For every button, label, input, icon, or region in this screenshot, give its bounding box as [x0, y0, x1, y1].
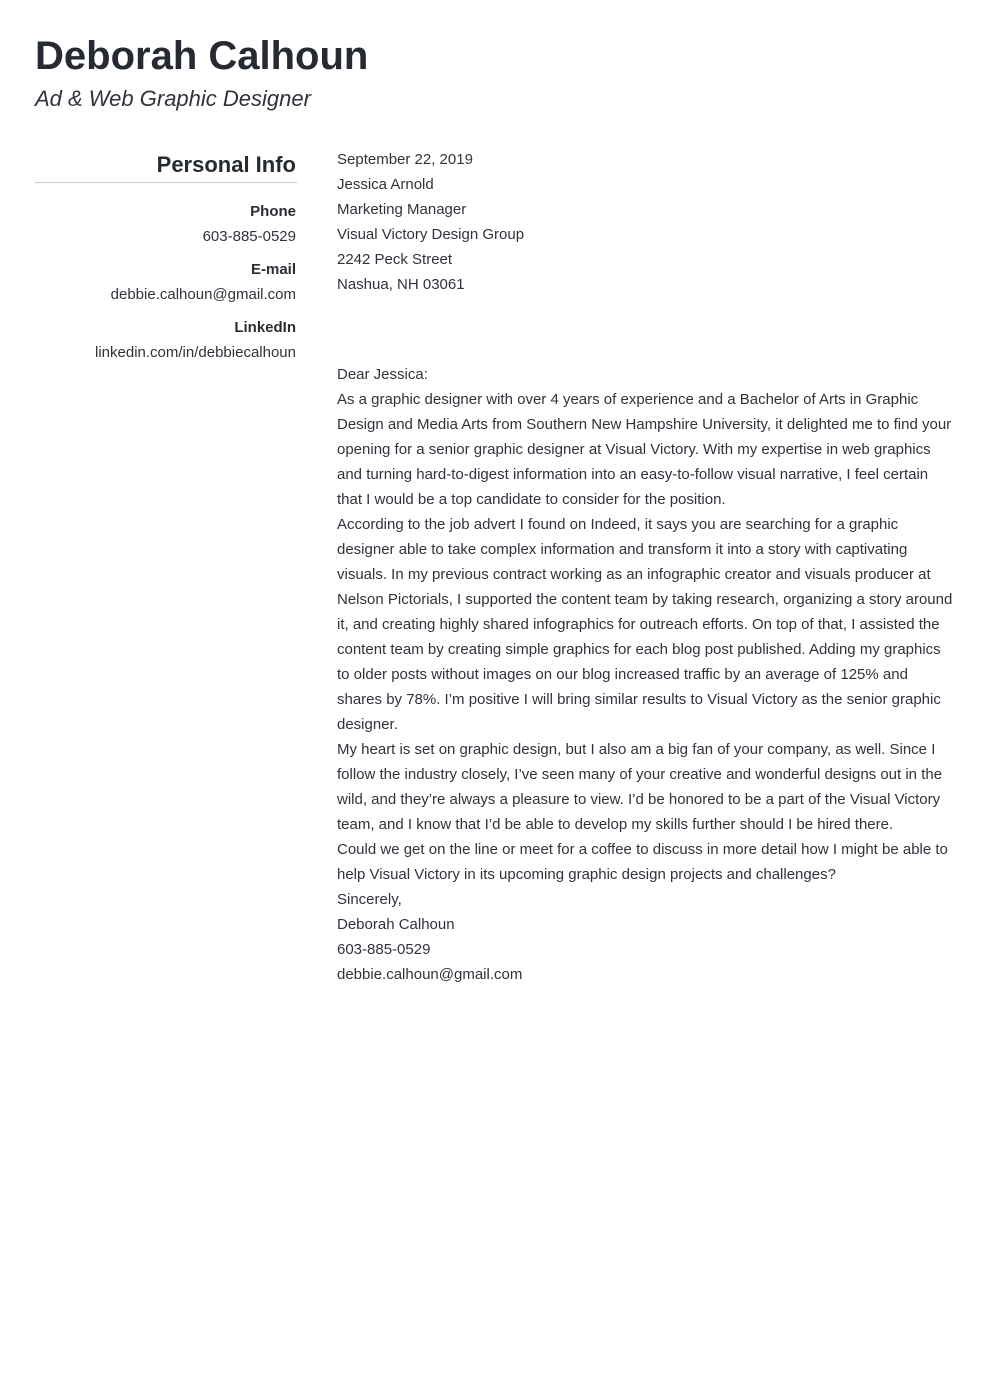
signature-phone: 603-885-0529 — [337, 941, 431, 958]
recipient-street: 2242 Peck Street — [337, 251, 453, 268]
letter-closing: Sincerely, — [337, 891, 402, 908]
phone-label: Phone — [250, 203, 296, 220]
recipient-city: Nashua, NH 03061 — [337, 276, 465, 293]
personal-info-list — [35, 201, 297, 364]
salutation: Dear Jessica: — [337, 366, 428, 383]
recipient-name: Jessica Arnold — [337, 176, 434, 193]
letter-paragraph-2: According to the job advert I found on Indeed, it says you are searching for a graphic designer able to take complex information and transform it into a story with captivating visuals. In my previous contract working as an infographic creator and visuals producer at Nelson Pictorials, I supported the content team by taking research, organizing a story around it, and creating highly shared infographics for outreach efforts. On top of that, I assisted the content team by creating simple graphics for each blog post published. Adding my graphics to older posts without images on our blog increased traffic by an average of 125% and shares by 78%. I’m positive I will bring similar results to Visual Victory as the senior graphic designer. — [337, 516, 953, 733]
email-label: E-mail — [250, 261, 296, 278]
personal-info-sidebar — [35, 148, 297, 375]
letter-paragraph-3: My heart is set on graphic design, but I also am a big fan of your company, as well. Since I follow the industry closely, I’ve seen many of your creative and wonderful designs out in the wild, and they’re always a pleasure to view. I’d be honored to be a part of the Visual Victory team, and I know that I’d be able to develop my skills further should I be hired there. — [337, 741, 943, 833]
linkedin-value: linkedin.com/in/debbiecalhoun — [95, 344, 296, 361]
letter-date: September 22, 2019 — [337, 151, 473, 168]
phone-value: 603-885-0529 — [202, 228, 296, 245]
recipient-title: Marketing Manager — [337, 201, 467, 218]
letter-paragraph-4: Could we get on the line or meet for a coffee to discuss in more detail how I might be able to help Visual Victory in its upcoming graphic design projects and challenges? — [337, 841, 948, 883]
recipient-company: Visual Victory Design Group — [337, 226, 525, 243]
applicant-job-title: Ad & Web Graphic Designer — [35, 86, 311, 111]
applicant-name: Deborah Calhoun — [35, 34, 369, 78]
linkedin-label: LinkedIn — [234, 319, 296, 336]
signature-email: debbie.calhoun@gmail.com — [337, 966, 523, 983]
personal-info-heading: Personal Info — [156, 152, 296, 177]
sidebar-divider — [35, 182, 297, 183]
signature-block — [337, 912, 957, 987]
letter-body — [337, 147, 957, 987]
recipient-block — [337, 172, 957, 297]
letter-paragraph-1: As a graphic designer with over 4 years of experience and a Bachelor of Arts in Graphic Design and Media Arts from Southern New Hampshire University, it delighted me to find your opening for a senior graphic designer at Visual Victory. With my expertise in web graphics and turning hard-to-digest information into an easy-to-follow visual narrative, I feel certain that I would be a top candidate to consider for the position. — [337, 391, 952, 508]
email-value: debbie.calhoun@gmail.com — [110, 286, 296, 303]
signature-name: Deborah Calhoun — [337, 916, 455, 933]
